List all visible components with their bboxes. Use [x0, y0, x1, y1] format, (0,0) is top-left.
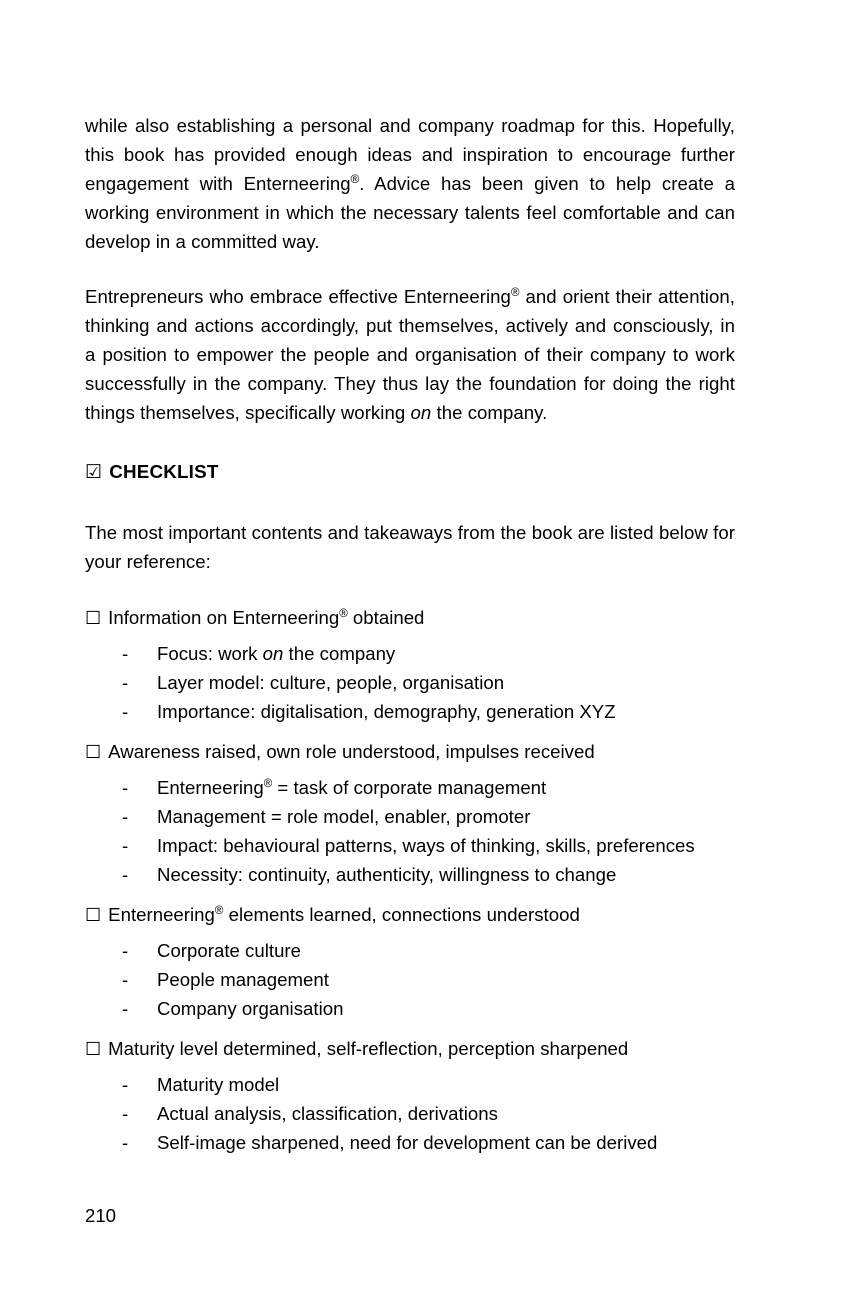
checklist-group-title [85, 1034, 735, 1064]
dash-bullet: - [122, 969, 129, 990]
checklist-heading-label: CHECKLIST [109, 461, 219, 482]
checklist-group [85, 900, 735, 1023]
checklist-intro: The most important contents and takeaways from the book are listed below for your reference: [85, 522, 735, 572]
list-item [85, 831, 735, 860]
list-item [85, 639, 735, 668]
page-content [85, 111, 735, 1157]
paragraph-closing-1: while also establishing a personal and company roadmap for this. Hopefully, this book has provided enough ideas and inspiration to encourage further engagement with Enterneering®. Advice has been given to help create a working environment in which the necessary talents feel comfortable and can develop in a committed way. [85, 115, 736, 252]
checklist-groups [85, 603, 735, 1157]
checklist-group-label: Enterneering® elements learned, connections understood [108, 904, 580, 925]
checklist-group-label: Information on Enterneering® obtained [108, 607, 425, 628]
dash-bullet: - [122, 1074, 129, 1095]
dash-bullet: - [122, 806, 129, 827]
checked-box-icon: ☑ [85, 462, 103, 483]
list-item [85, 1070, 735, 1099]
list-item-label: Focus: work on the company [157, 643, 396, 664]
checklist-sub-list [85, 639, 735, 726]
checklist-group-title [85, 900, 735, 930]
list-item-label: Maturity model [157, 1074, 280, 1095]
registered-mark: ® [339, 607, 348, 620]
unchecked-box-icon[interactable]: ☐ [85, 905, 102, 925]
dash-bullet: - [122, 1132, 129, 1153]
dash-bullet: - [122, 701, 129, 722]
dash-bullet: - [122, 940, 129, 961]
list-item [85, 994, 735, 1023]
registered-mark: ® [350, 173, 360, 186]
list-item-label: Actual analysis, classification, derivations [157, 1103, 498, 1124]
emphasis-text: on [410, 402, 432, 423]
checklist-sub-list [85, 1070, 735, 1157]
list-item-label: People management [157, 969, 329, 990]
list-item [85, 965, 735, 994]
checklist-group-label: Awareness raised, own role understood, impulses received [108, 741, 595, 762]
list-item-label: Corporate culture [157, 940, 301, 961]
dash-bullet: - [122, 998, 129, 1019]
checklist-sub-list [85, 936, 735, 1023]
list-item [85, 802, 735, 831]
paragraph-spacer [85, 256, 735, 282]
paragraph-closing-2: Entrepreneurs who embrace effective Enterneering® and orient their attention, thinking and actions accordingly, put themselves, actively and consciously, in a position to empower the people and organisation of their company to work successfully in the company. They thus lay the foundation for doing the right things themselves, specifically working on the company. [85, 286, 735, 423]
checklist-sub-list [85, 773, 735, 889]
heading-spacer-after [85, 487, 735, 518]
group-spacer [85, 889, 735, 900]
unchecked-box-icon[interactable]: ☐ [85, 1039, 102, 1059]
dash-bullet: - [122, 864, 129, 885]
registered-mark: ® [510, 286, 520, 299]
checklist-group-title [85, 603, 735, 633]
registered-mark: ® [263, 777, 273, 790]
list-item [85, 860, 735, 889]
list-item-label: Importance: digitalisation, demography, generation XYZ [157, 701, 616, 722]
dash-bullet: - [122, 1103, 129, 1124]
registered-mark: ® [214, 904, 224, 917]
checklist-group-title [85, 737, 735, 767]
unchecked-box-icon[interactable]: ☐ [85, 608, 102, 628]
list-item-label: Impact: behavioural patterns, ways of thinking, skills, preferences [157, 835, 695, 856]
heading-spacer-before [85, 427, 735, 457]
page-number: 210 [85, 1205, 117, 1226]
dash-bullet: - [122, 835, 129, 856]
unchecked-box-icon[interactable]: ☐ [85, 742, 102, 762]
list-item-label: Layer model: culture, people, organisation [157, 672, 505, 693]
list-item-label: Company organisation [157, 998, 344, 1019]
list-item [85, 668, 735, 697]
checklist-group-label: Maturity level determined, self-reflection, perception sharpened [108, 1038, 629, 1059]
group-spacer [85, 726, 735, 737]
list-item-label: Necessity: continuity, authenticity, willingness to change [157, 864, 617, 885]
emphasis-text: on [262, 643, 284, 664]
checklist-group [85, 1034, 735, 1157]
intro-spacer [85, 576, 735, 603]
list-item-label: Self-image sharpened, need for development can be derived [157, 1132, 658, 1153]
list-item [85, 773, 735, 802]
dash-bullet: - [122, 777, 129, 798]
checklist-group [85, 603, 735, 726]
list-item [85, 697, 735, 726]
checklist-group [85, 737, 735, 889]
list-item [85, 936, 735, 965]
list-item [85, 1128, 735, 1157]
group-spacer [85, 1023, 735, 1034]
list-item-label: Enterneering® = task of corporate management [157, 777, 547, 798]
list-item [85, 1099, 735, 1128]
dash-bullet: - [122, 643, 129, 664]
list-item-label: Management = role model, enabler, promoter [157, 806, 531, 827]
dash-bullet: - [122, 672, 129, 693]
checklist-heading [85, 457, 735, 487]
